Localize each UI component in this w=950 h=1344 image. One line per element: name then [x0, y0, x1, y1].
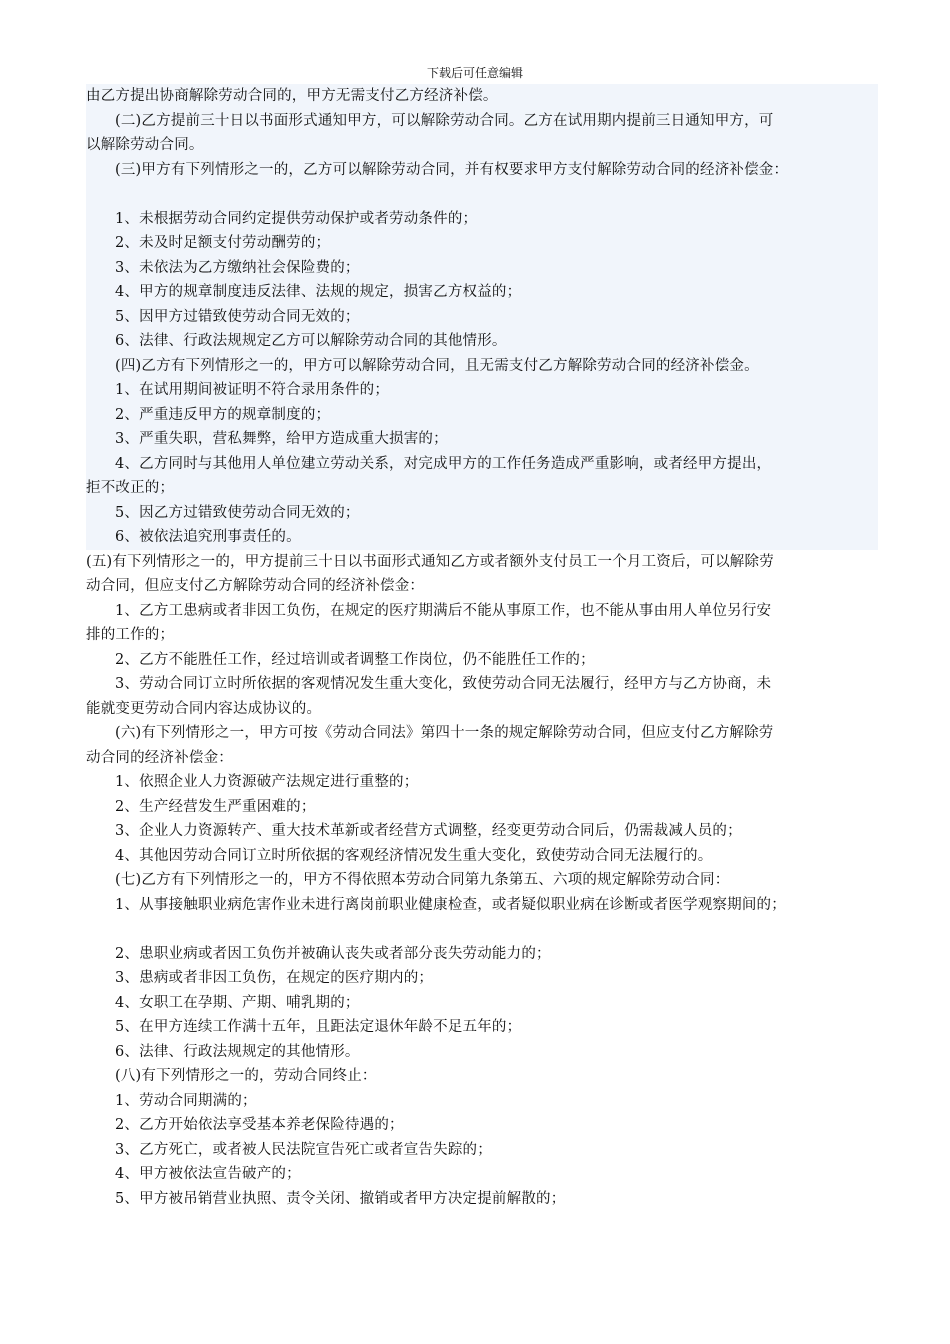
text-line: 2、乙方开始依法享受基本养老保险待遇的； [115, 1117, 404, 1133]
text-line: 1、劳动合同期满的； [115, 1092, 257, 1109]
text-line: 能就变更劳动合同内容达成协议的。 [86, 700, 322, 717]
text-line: 4、女职工在孕期、产期、哺乳期的； [115, 994, 360, 1011]
text-line: 3、乙方死亡，或者被人民法院宣告死亡或者宣告失踪的； [115, 1141, 492, 1158]
text-line: 4、其他因劳动合同订立时所依据的客观经济情况发生重大变化，致使劳动合同无法履行的。 [115, 847, 713, 864]
text-line: 5、在甲方连续工作满十五年，且距法定退休年龄不足五年的； [115, 1019, 522, 1035]
text-line: (六)有下列情形之一，甲方可按《劳动合同法》第四十一条的规定解除劳动合同，但应支付乙方解除劳 [115, 725, 774, 741]
text-line: 拒不改正的； [86, 480, 175, 496]
text-line: 6、被依法追究刑事责任的。 [115, 529, 301, 545]
text-line: (七)乙方有下列情形之一的，甲方不得依照本劳动合同第九条第五、六项的规定解除劳动合同： [115, 872, 730, 888]
text-line: 1、乙方工患病或者非因工负伤，在规定的医疗期满后不能从事原工作，也不能从事由用人单位另行安 [115, 602, 772, 619]
text-line: (四)乙方有下列情形之一的，甲方可以解除劳动合同，且无需支付乙方解除劳动合同的经济补偿金。 [115, 357, 759, 374]
text-line: 由乙方提出协商解除劳动合同的，甲方无需支付乙方经济补偿。 [86, 88, 498, 104]
text-line: 2、乙方不能胜任工作，经过培训或者调整工作岗位，仍不能胜任工作的； [115, 651, 595, 668]
text-line: 1、依照企业人力资源破产法规定进行重整的； [115, 774, 419, 790]
text-line: 3、企业人力资源转产、重大技术革新或者经营方式调整，经变更劳动合同后，仍需裁减人员的； [115, 823, 742, 839]
text-line: 2、生产经营发生严重困难的； [115, 798, 316, 815]
document-body [86, 84, 878, 1211]
text-line: 5、甲方被吊销营业执照、责令关闭、撤销或者甲方决定提前解散的； [115, 1190, 566, 1207]
text-line: 3、患病或者非因工负伤，在规定的医疗期内的； [115, 970, 434, 986]
text-line: 4、乙方同时与其他用人单位建立劳动关系，对完成甲方的工作任务造成严重影响，或者经甲方提出， [115, 455, 772, 472]
text-line: 3、严重失职，营私舞弊，给甲方造成重大损害的； [115, 431, 448, 447]
text-line: 1、未根据劳动合同约定提供劳动保护或者劳动条件的； [115, 210, 478, 227]
page-header-note: 下载后可任意编辑 [426, 66, 523, 80]
blank-line [86, 917, 878, 942]
text-line: (三)甲方有下列情形之一的，乙方可以解除劳动合同，并有权要求甲方支付解除劳动合同的经济补偿金： [115, 161, 789, 178]
text-line: 3、未依法为乙方缴纳社会保险费的； [115, 259, 360, 276]
text-line: 4、甲方的规章制度违反法律、法规的规定，损害乙方权益的； [115, 284, 522, 300]
text-line: 1、在试用期间被证明不符合录用条件的； [115, 382, 390, 398]
text-line: 1、从事接触职业病危害作业未进行离岗前职业健康检查，或者疑似职业病在诊断或者医学观察期间的； [115, 896, 786, 913]
text-line: 6、法律、行政法规规定的其他情形。 [115, 1043, 360, 1060]
text-line: (二)乙方提前三十日以书面形式通知甲方，可以解除劳动合同。乙方在试用期内提前三日通知甲方，可 [115, 112, 774, 129]
text-line: 排的工作的； [86, 627, 175, 643]
text-line: 2、患职业病或者因工负伤并被确认丧失或者部分丧失劳动能力的； [115, 945, 551, 962]
text-line: 动合同，但应支付乙方解除劳动合同的经济补偿金： [86, 578, 425, 594]
blank-line [86, 182, 878, 207]
text-line: 4、甲方被依法宣告破产的； [115, 1166, 301, 1182]
text-line: (五)有下列情形之一的，甲方提前三十日以书面形式通知乙方或者额外支付员工一个月工资后，可以解除劳 [86, 553, 774, 570]
text-line: 2、严重违反甲方的规章制度的； [115, 406, 331, 423]
shaded-section [86, 84, 878, 550]
text-line: 2、未及时足额支付劳动酬劳的； [115, 235, 331, 251]
main-section [86, 550, 878, 1212]
text-line: 动合同的经济补偿金： [86, 749, 233, 766]
text-line: 5、因甲方过错致使劳动合同无效的； [115, 308, 360, 325]
text-line: 以解除劳动合同。 [86, 137, 204, 153]
text-line: 5、因乙方过错致使劳动合同无效的； [115, 504, 360, 521]
text-line: (八)有下列情形之一的，劳动合同终止： [115, 1068, 377, 1084]
text-line: 3、劳动合同订立时所依据的客观情况发生重大变化，致使劳动合同无法履行，经甲方与乙方协商，未 [115, 676, 772, 692]
text-line: 6、法律、行政法规规定乙方可以解除劳动合同的其他情形。 [115, 333, 507, 349]
